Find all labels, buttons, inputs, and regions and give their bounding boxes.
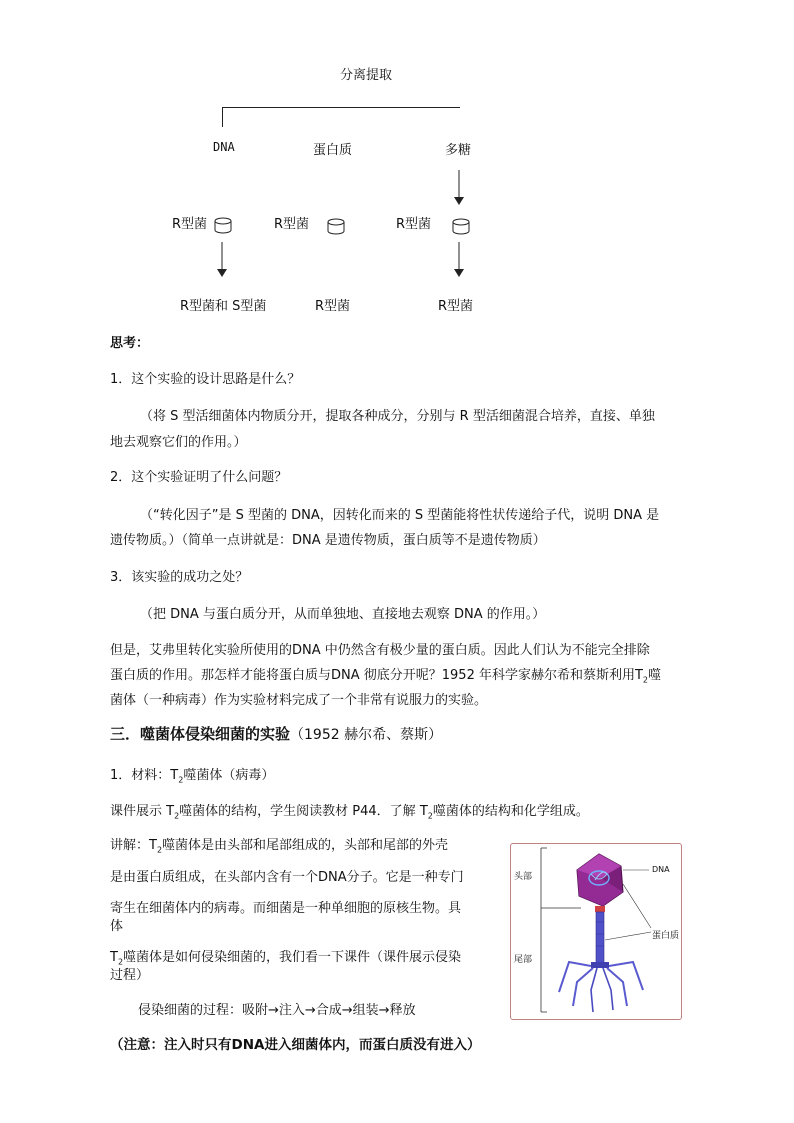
component-protein: 蛋白质 <box>313 143 353 158</box>
section-3-title: 三．噬菌体侵染细菌的实验 <box>110 725 291 743</box>
intro-line-2-end: 噬 <box>648 668 662 683</box>
explain-line-4-prefix: T <box>110 950 118 965</box>
answer-3: （把 DNA 与蛋白质分开，从而单独地、直接地去观察 DNA 的作用。） <box>140 607 546 622</box>
question-3: 3．该实验的成功之处？ <box>110 570 249 585</box>
courseware-prefix: 课件展示 T <box>110 804 175 819</box>
infection-process: 侵染细菌的过程：吸附→注入→合成→组装→释放 <box>138 1003 416 1018</box>
r-label-1: R型菌 <box>172 217 208 232</box>
diagram-top-label: 分离提取 <box>340 68 393 83</box>
subscript: 2 <box>156 845 163 855</box>
protein-label: 蛋白质 <box>652 931 680 941</box>
r-label-3: R型菌 <box>396 217 432 232</box>
material-prefix: 1．材料：T <box>110 768 179 783</box>
result-2: R型菌 <box>315 299 351 314</box>
section-3-heading <box>110 723 442 744</box>
subscript: 2 <box>174 811 180 821</box>
material-line <box>110 764 274 785</box>
section-3-title-note: （1952 赫尔希、蔡斯） <box>290 727 443 743</box>
phage-figure <box>510 843 682 1020</box>
answer-1-line-1: （将 S 型活细菌体内物质分开，提取各种成分，分别与 R 型活细菌混合培养，直接、单独 <box>140 409 655 424</box>
answer-2-line-1: （“转化因子”是 S 型菌的 DNA，因转化而来的 S 型菌能将性状传递给子代，说明 DNA 是 <box>140 508 660 523</box>
culture-dish-icon <box>451 218 471 236</box>
explain-prefix: 讲解：T <box>110 838 157 853</box>
intro-line-2 <box>110 664 661 685</box>
r-label-2: R型菌 <box>274 217 310 232</box>
intro-line-1: 但是，艾弗里转化实验所使用的DNA 中仍然含有极少量的蛋白质。因此人们认为不能完全排除 <box>110 643 650 658</box>
explain-line-4-end: 噬菌体是如何侵染细菌的，我们看一下课件（课件展示侵染 <box>123 950 462 965</box>
explain-line-1 <box>110 834 448 855</box>
courseware-mid: 噬菌体的结构，学生阅读教材 P44．了解 T <box>179 804 428 819</box>
arrow-down-icon <box>452 170 466 206</box>
intro-line-3: 菌体（一种病毒）作为实验材料完成了一个非常有说服力的实验。 <box>110 693 488 708</box>
material-suffix: 噬菌体（病毒） <box>183 768 275 783</box>
component-dna: DNA <box>213 140 235 154</box>
explain-line-2: 是由蛋白质组成，在头部内含有一个DNA分子。它是一种专门 <box>110 870 464 885</box>
subscript: 2 <box>427 811 433 821</box>
result-3: R型菌 <box>438 299 474 314</box>
answer-2-line-2: 遗传物质。）（简单一点讲就是：DNA 是遗传物质，蛋白质等不是遗传物质） <box>110 533 546 548</box>
arrow-down-icon <box>215 242 229 278</box>
bracket-horizontal <box>222 107 460 108</box>
culture-dish-icon <box>326 218 346 236</box>
result-1: R型菌和 S型菌 <box>180 299 267 314</box>
intro-line-2-text: 蛋白质的作用。那怎样才能将蛋白质与DNA 彻底分开呢？1952 年科学家赫尔希和蔡斯利用T <box>110 668 643 683</box>
question-1: 1．这个实验的设计思路是什么？ <box>110 372 301 387</box>
component-polysaccharide: 多糖 <box>445 143 472 158</box>
explain-line-1-end: 噬菌体是由头部和尾部组成的，头部和尾部的外壳 <box>162 838 449 853</box>
explain-line-3b: 体 <box>110 919 124 934</box>
question-2: 2．这个实验证明了什么问题？ <box>110 470 288 485</box>
arrow-down-icon <box>452 242 466 278</box>
culture-dish-icon <box>213 217 233 235</box>
note: （注意：注入时只有DNA进入细菌体内，而蛋白质没有进入） <box>110 1037 481 1053</box>
tail-label: 尾部 <box>514 955 533 965</box>
subscript: 2 <box>178 775 184 785</box>
explain-line-4 <box>110 946 461 967</box>
subscript: 2 <box>117 957 124 967</box>
explain-line-4b: 过程） <box>110 968 150 983</box>
bracket-left <box>222 107 223 127</box>
courseware-line <box>110 800 589 821</box>
thinking-heading: 思考： <box>110 336 150 351</box>
courseware-end: 噬菌体的结构和化学组成。 <box>432 804 589 819</box>
subscript: 2 <box>642 675 649 685</box>
explain-line-3: 寄生在细菌体内的病毒。而细菌是一种单细胞的原核生物。具 <box>110 901 462 916</box>
head-label: 头部 <box>514 872 533 882</box>
answer-1-line-2: 地去观察它们的作用。） <box>110 435 247 450</box>
dna-label: DNA <box>652 865 670 874</box>
